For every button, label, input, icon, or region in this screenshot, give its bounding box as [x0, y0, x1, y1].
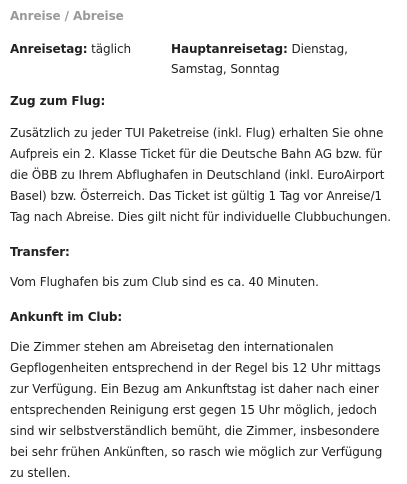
arrival-day-label: Anreisetag: [10, 42, 88, 56]
main-arrival-day-value: Dienstag, Samstag, Sonntag [171, 42, 348, 76]
arrival-days-row [10, 39, 397, 79]
transfer-text: Vom Flughafen bis zum Club sind es ca. 40 Minuten. [10, 275, 319, 289]
arrival-day-field [10, 39, 171, 79]
train-to-flight-text: Zusätzlich zu jeder TUI Paketreise (inkl. Flug) erhalten Sie ohne Aufpreis ein 2. Klasse Ticket für die Deutsche Bahn AG bzw. für die ÖBB zu Ihrem Abflughafen in Deutschland (inkl. EuroAirport Basel) bzw. Österreich. Das Ticket ist gültig 1 Tag vor Anreise/1 Tag nach Abreise. Dies gilt nicht für individuelle Clubbuchungen. [10, 126, 391, 224]
club-arrival-text: Die Zimmer stehen am Abreisetag den internationalen Gepflogenheiten entsprechend in der Regel bis 12 Uhr mittags zur Verfügung. Ein Bezug am Ankunftstag ist daher nach einer entsprechenden Reinigung erst gegen 15 Uhr möglich, jedoch sind wir selbstverständlich bemüht, die Zimmer, insbesondere bei sehr frühen Ankünften, so rasch wie möglich zur Verfügung zu stellen. [10, 340, 383, 480]
main-arrival-day-field [171, 39, 397, 79]
train-to-flight-heading: Zug zum Flug: [10, 94, 106, 108]
section-title: Anreise / Abreise [10, 9, 124, 23]
arrival-day-value: täglich [91, 42, 131, 56]
main-arrival-day-label: Hauptanreisetag: [171, 42, 288, 56]
transfer-heading: Transfer: [10, 245, 70, 259]
club-arrival-heading: Ankunft im Club: [10, 310, 123, 324]
